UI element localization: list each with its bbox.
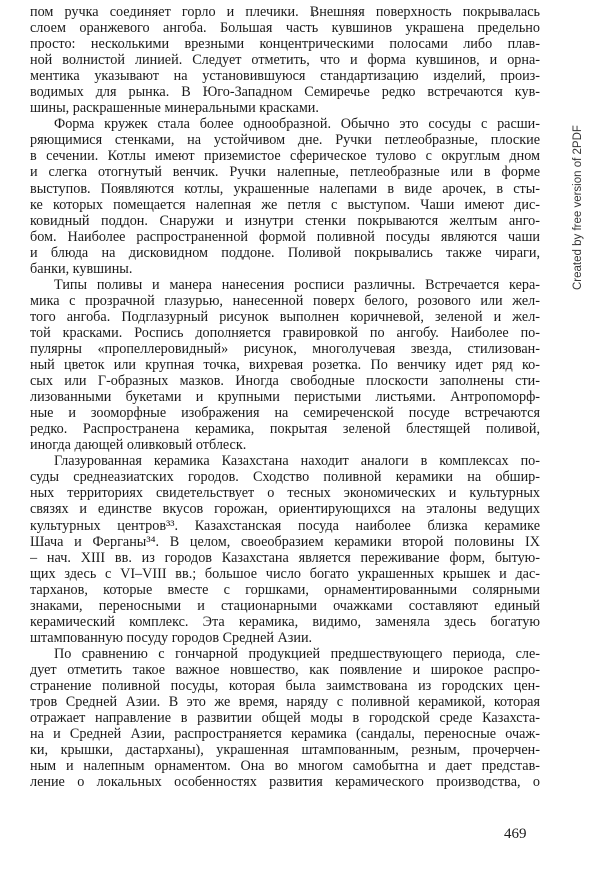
paragraph: [30, 453, 540, 646]
paragraph: [30, 646, 540, 790]
text-line: отражает направление в развитии общей моды в городской среде Казахста-: [30, 710, 540, 727]
text-line: водимых для рынка. В Юго-Западном Семиречье редко встречаются кув-: [30, 84, 540, 101]
text-line: ке которых помещается налепная же петля с выступом. Чаши имеют дис-: [30, 196, 540, 213]
text-line: в сечении. Котлы имеют приземистое сферическое тулово с округлым дном: [30, 148, 540, 165]
text-line: странение поливной посуды, которая была заимствована из городских цен-: [30, 677, 540, 694]
text-line: мика с прозрачной глазурью, нанесенной поверх белого, розового или жел-: [30, 292, 540, 309]
text-line: слоем оранжевого ангоба. Большая часть кувшинов украшена предельно: [30, 20, 540, 37]
text-line: связях и единстве вкусов горожан, ориентирующихся на эталоны ведущих: [30, 501, 540, 518]
text-line: ным и налепным орнаментом. Она во многом самобытна и дает представ-: [30, 758, 540, 775]
text-line: По сравнению с гончарной продукцией предшествующего периода, сле-: [54, 645, 540, 662]
text-line: щих здесь с VI–VIII вв.; большое число богато украшенных крышек и дас-: [30, 565, 540, 582]
text-line: просто: несколькими врезными концентрическими полосами либо плав-: [30, 36, 540, 53]
text-line: Шача и Ферганы³⁴. В целом, своеобразием керамики второй половины IX: [30, 533, 540, 550]
text-line: банки, кувшины.: [30, 260, 133, 277]
text-line: шины, раскрашенные минеральными красками.: [30, 100, 319, 117]
text-line: дует отметить такое важное новшество, как появление и широкое распро-: [30, 661, 540, 678]
watermark-text: Created by free version of 2PDF: [572, 125, 584, 290]
text-line: и блюда на дисковидном поддоне. Поливой покрывались также чираги,: [30, 244, 540, 261]
text-line: ный цветок или крупная точка, вихревая розетка. По венчику идет ряд ко-: [30, 357, 540, 374]
text-line: тров Средней Азии. В это же время, наряду с поливной керамикой, которая: [30, 694, 540, 711]
paragraph: [30, 277, 540, 454]
text-line: редко. Распространена керамика, покрытая зеленой блестящей поливой,: [30, 421, 540, 438]
body-text: [30, 4, 540, 790]
text-line: суды среднеазиатских городов. Сходство поливной керамики на обшир-: [30, 469, 540, 486]
text-line: пулярны «пропеллеровидный» рисунок, многолучевая звезда, стилизован-: [30, 340, 540, 357]
text-line: ление о локальных особенностях развития керамического производства, о: [30, 774, 540, 791]
text-line: пом ручка соединяет горло и плечики. Внешняя поверхность покрывалась: [30, 4, 540, 20]
text-line: ные и зооморфные изображения на семиреченской посуде встречаются: [30, 405, 540, 422]
page-number: 469: [504, 826, 527, 842]
text-line: штампованную посуду городов Средней Азии.: [30, 629, 313, 646]
text-line: на и Средней Азии, распространяется керамика (сандалы, переносные очаж-: [30, 726, 540, 743]
text-line: ковидный поддон. Снаружи и изнутри стенки покрываются желтым анго-: [30, 212, 540, 229]
text-line: культурных центров³³. Казахстанская посуда наиболее близка керамике: [30, 517, 540, 534]
text-line: бом. Наиболее распространенной формой поливной посуды являются чаши: [30, 228, 540, 245]
text-line: выступов. Появляются котлы, украшенные налепами в виде арочек, в сты-: [30, 180, 540, 197]
text-line: той красками. Роспись дополняется гравировкой по ангобу. Наиболее по-: [30, 324, 540, 341]
text-line: тарханов, которые вместе с горшками, орнаментированными солярными: [30, 581, 540, 598]
text-line: ряющимися стенками, на устойчивом дне. Ручки петлеобразные, плоские: [30, 132, 540, 149]
text-line: Типы поливы и манера нанесения росписи различны. Встречается кера-: [54, 276, 540, 293]
text-line: и слегка отогнутый венчик. Ручки налепные, петлеобразные или в форме: [30, 164, 540, 181]
text-line: иногда дающей оливковый отблеск.: [30, 437, 247, 454]
text-line: ки, крышки, дастарханы), украшенная штампованным, резным, прочерчен-: [30, 742, 540, 759]
text-line: – нач. XIII вв. из городов Казахстана является переживание форм, бытую-: [30, 549, 540, 566]
text-line: Форма кружек стала более однообразной. Обычно это сосуды с расши-: [54, 116, 540, 133]
text-line: знаками, переносными и стационарными очажками составляют единый: [30, 597, 540, 614]
text-line: ных территориях свидетельствует о тесных экономических и культурных: [30, 485, 540, 502]
text-line: ной волнистой линией. Следует отметить, что и форма кувшинов, и орна-: [30, 52, 540, 69]
text-line: керамический комплекс. Эта керамика, видимо, заменяла здесь богатую: [30, 613, 540, 630]
text-line: ментика указывают на установившуюся стандартизацию изделий, произ-: [30, 68, 540, 85]
text-line: Глазурованная керамика Казахстана находит аналоги в комплексах по-: [54, 453, 540, 470]
text-line: лизованными букетами и крупными перистыми листьями. Антропоморф-: [30, 389, 540, 406]
text-line: того ангоба. Подглазурный рисунок выполнен коричневой, зеленой и жел-: [30, 308, 540, 325]
text-line: сых или Г-образных мазков. Иногда свободные плоскости заполнены сти-: [30, 373, 540, 390]
paragraph: [30, 116, 540, 276]
paragraph: [30, 4, 540, 116]
